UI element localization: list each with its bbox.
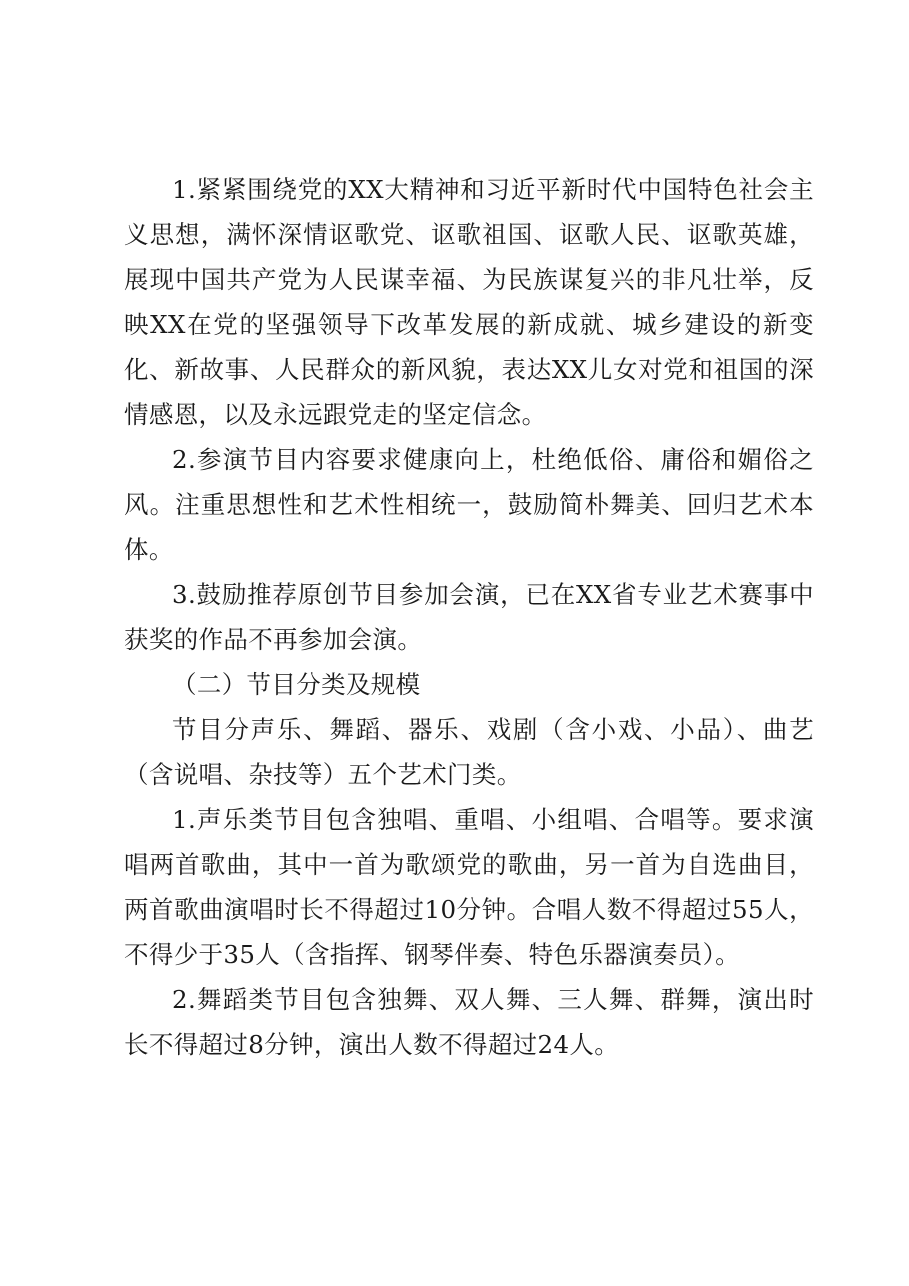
document-body <box>124 167 814 1067</box>
section-heading-categories: （二）节目分类及规模 <box>172 670 421 699</box>
paragraph-theme-requirement: 1.紧紧围绕党的XX大精神和习近平新时代中国特色社会主义思想，满怀深情讴歌党、讴歌祖国、讴歌人民、讴歌英雄，展现中国共产党为人民谋幸福、为民族谋复兴的非凡壮举，反映XX在党的坚强领导下改革发展的新成就、城乡建设的新变化、新故事、人民群众的新风貌，表达XX儿女对党和祖国的深情感恩，以及永远跟党走的坚定信念。 <box>124 175 814 429</box>
paragraph-content-requirement: 2.参演节目内容要求健康向上，杜绝低俗、庸俗和媚俗之风。注重思想性和艺术性相统一，鼓励简朴舞美、回归艺术本体。 <box>124 445 814 564</box>
paragraph-vocal-category: 1.声乐类节目包含独唱、重唱、小组唱、合唱等。要求演唱两首歌曲，其中一首为歌颂党的歌曲，另一首为自选曲目，两首歌曲演唱时长不得超过10分钟。合唱人数不得超过55人，不得少于35人（含指挥、钢琴伴奏、特色乐器演奏员）。 <box>124 805 814 969</box>
paragraph-dance-category: 2.舞蹈类节目包含独舞、双人舞、三人舞、群舞，演出时长不得超过8分钟，演出人数不得超过24人。 <box>124 985 814 1059</box>
paragraph-original-works: 3.鼓励推荐原创节目参加会演，已在XX省专业艺术赛事中获奖的作品不再参加会演。 <box>124 580 814 654</box>
paragraph-categories-overview: 节目分声乐、舞蹈、器乐、戏剧（含小戏、小品）、曲艺（含说唱、杂技等）五个艺术门类。 <box>124 715 814 789</box>
